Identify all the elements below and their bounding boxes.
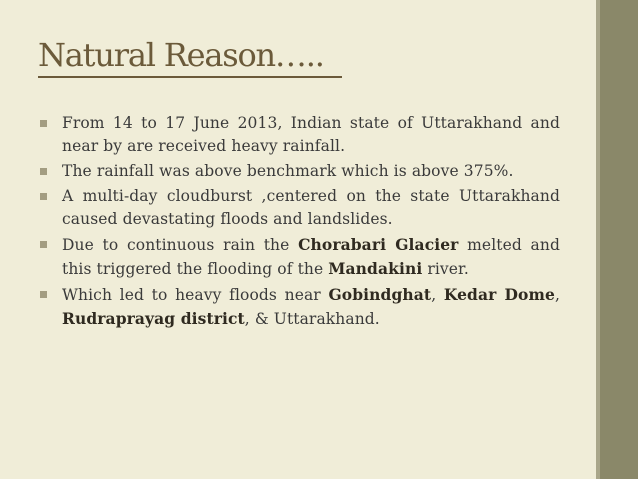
bullet-item: [38, 112, 560, 158]
bullet-item: [38, 160, 560, 183]
sidebar-stripe: [596, 0, 600, 479]
bullet-text: ,: [431, 286, 444, 304]
bullet-text: Which led to heavy floods near: [62, 286, 329, 304]
square-bullet-icon: [40, 168, 47, 175]
square-bullet-icon: [40, 241, 47, 248]
bullet-text: A multi-day cloudburst ,centered on the state Uttarakhand caused devastating floods and landslides.: [62, 187, 560, 228]
glacier-name: Chorabari Glacier: [298, 235, 459, 254]
place-name: Rudraprayag district: [62, 309, 245, 328]
place-name: Gobindghat: [328, 285, 432, 304]
slide-title: Natural Reason…..: [38, 36, 324, 74]
bullet-text: river.: [422, 260, 469, 278]
bullet-item: [38, 185, 560, 231]
bullet-item: [38, 233, 560, 281]
title-underline: [38, 76, 342, 78]
square-bullet-icon: [40, 193, 47, 200]
river-name: Mandakini: [328, 259, 423, 278]
bullet-text: The rainfall was above benchmark which is above 375%.: [62, 162, 514, 180]
bullet-text: , & Uttarakhand.: [244, 310, 380, 328]
square-bullet-icon: [40, 120, 47, 127]
bullet-item: [38, 283, 560, 331]
bullet-text: From 14 to 17 June 2013, Indian state of Uttarakhand and near by are received heavy rainfall.: [62, 114, 560, 155]
bullet-text: melted and this triggered the flooding of the: [62, 236, 560, 278]
bullet-text: Due to continuous rain the: [62, 236, 299, 254]
square-bullet-icon: [40, 291, 47, 298]
bullet-text: ,: [554, 286, 560, 304]
bullet-list: [38, 112, 560, 333]
decorative-sidebar: [596, 0, 638, 479]
place-name: Kedar Dome: [443, 285, 555, 304]
